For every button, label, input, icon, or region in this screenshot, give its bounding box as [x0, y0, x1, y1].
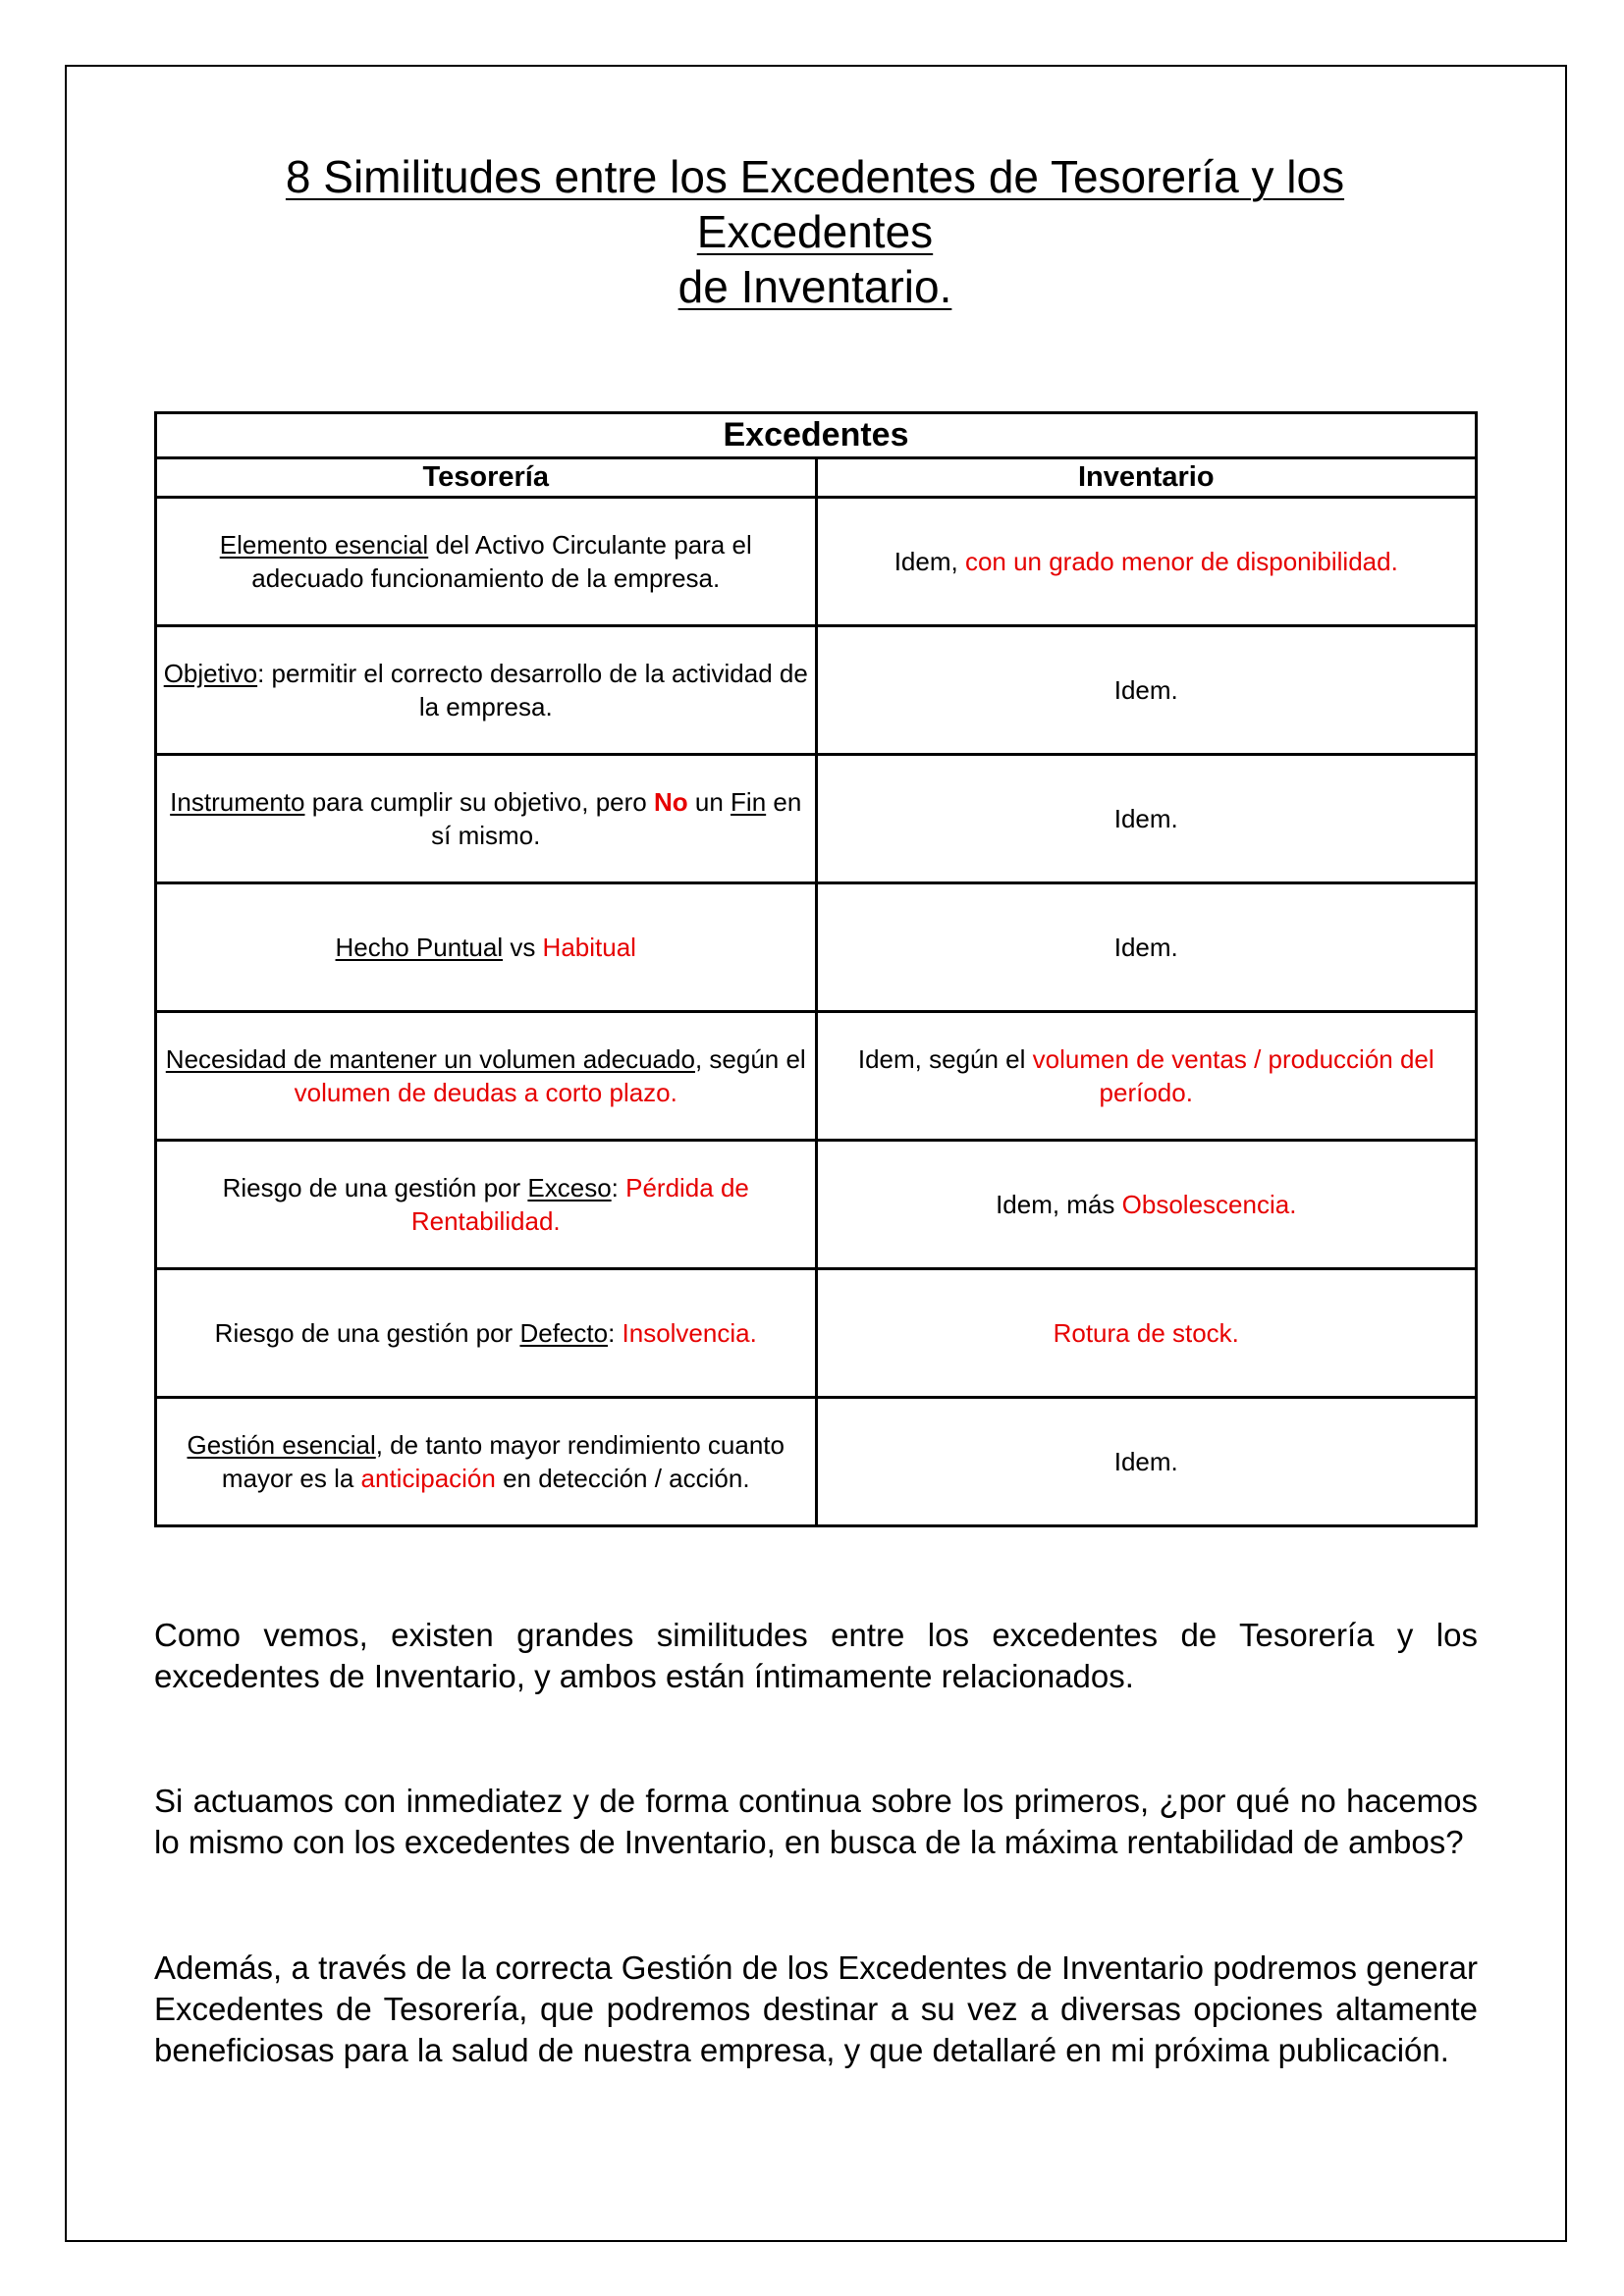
cell-tesoreria: [156, 626, 817, 755]
cell-text: Riesgo de una gestión por: [214, 1318, 520, 1348]
highlighted-text: volumen de deudas a corto plazo.: [294, 1078, 677, 1107]
cell-inventario: [816, 626, 1477, 755]
cell-tesoreria: [156, 1269, 817, 1398]
cell-text: Riesgo de una gestión por: [222, 1173, 528, 1202]
cell-inventario: [816, 883, 1477, 1012]
cell-text: Idem.: [1113, 933, 1178, 962]
title-line-2: de Inventario.: [677, 261, 952, 312]
paragraph-2: Si actuamos con inmediatez y de forma continua sobre los primeros, ¿por qué no hacemos lo mismo con los excedentes de Inventario, en busca de la máxima rentabilidad de ambos?: [154, 1783, 1478, 1860]
cell-text: Idem, según el: [857, 1044, 1033, 1074]
cell-text: Idem.: [1113, 1447, 1178, 1476]
cell-text: Idem,: [893, 547, 965, 576]
cell-tesoreria: [156, 498, 817, 626]
underlined-term: Necesidad de mantener un volumen adecuado: [165, 1044, 695, 1074]
cell-text: del Activo Circulante para el adecuado funcionamiento de la empresa.: [251, 530, 752, 593]
underlined-term: Gestión esencial: [187, 1430, 376, 1460]
highlighted-text: No: [653, 787, 688, 817]
cell-text: para cumplir su objetivo, pero: [304, 787, 654, 817]
cell-inventario: [816, 1141, 1477, 1269]
table-row: [156, 1398, 1477, 1526]
table-row: [156, 1141, 1477, 1269]
underlined-term: Objetivo: [163, 659, 258, 688]
cell-inventario: [816, 755, 1477, 883]
table-row: [156, 883, 1477, 1012]
cell-tesoreria: [156, 883, 817, 1012]
underlined-term: Elemento esencial: [219, 530, 429, 560]
column-header-tesoreria: Tesorería: [156, 458, 817, 498]
cell-text: Idem.: [1113, 675, 1178, 705]
cell-tesoreria: [156, 1141, 817, 1269]
table-row: [156, 498, 1477, 626]
cell-text: un: [687, 787, 731, 817]
highlighted-text: anticipación: [360, 1464, 496, 1493]
underlined-term: Instrumento: [170, 787, 305, 817]
cell-text: :: [611, 1173, 626, 1202]
paragraph-1: Como vemos, existen grandes similitudes entre los excedentes de Tesorería y los excedentes de Inventario, y ambos están íntimamente relacionados.: [154, 1617, 1478, 1694]
column-header-inventario: Inventario: [816, 458, 1477, 498]
highlighted-text: Obsolescencia.: [1121, 1190, 1297, 1219]
highlighted-text: Habitual: [542, 933, 636, 962]
title-line-1: 8 Similitudes entre los Excedentes de Tesorería y los Excedentes: [285, 151, 1345, 257]
highlighted-text: volumen de ventas / producción del período.: [1032, 1044, 1435, 1107]
cell-text: :: [608, 1318, 623, 1348]
highlighted-text: Pérdida de Rentabilidad.: [410, 1173, 749, 1236]
cell-inventario: [816, 1012, 1477, 1141]
underlined-term: Defecto: [519, 1318, 609, 1348]
underlined-term: Exceso: [527, 1173, 612, 1202]
cell-text: Idem, más: [996, 1190, 1122, 1219]
cell-text: Idem.: [1113, 804, 1178, 833]
cell-inventario: [816, 498, 1477, 626]
underlined-term: Fin: [731, 787, 767, 817]
table-row: [156, 626, 1477, 755]
cell-tesoreria: [156, 1012, 817, 1141]
highlighted-text: con un grado menor de disponibilidad.: [964, 547, 1398, 576]
cell-text: en detección / acción.: [495, 1464, 750, 1493]
underlined-term: Hecho Puntual: [335, 933, 504, 962]
table-row: [156, 755, 1477, 883]
comparison-table: [154, 411, 1478, 1527]
highlighted-text: Insolvencia.: [622, 1318, 757, 1348]
paragraph-3: Además, a través de la correcta Gestión de los Excedentes de Inventario podremos generar Excedentes de Tesorería, que podremos destinar a su vez a diversas opciones altamente beneficiosas para la salud de nuestra empresa, y que detallaré en mi próxima publicación.: [154, 1949, 1478, 2068]
highlighted-text: Rotura de stock.: [1053, 1318, 1239, 1348]
cell-inventario: [816, 1269, 1477, 1398]
cell-text: en sí mismo.: [431, 787, 802, 850]
page-title: [167, 149, 1463, 314]
table-row: [156, 1012, 1477, 1141]
cell-text: : permitir el correcto desarrollo de la actividad de la empresa.: [257, 659, 808, 721]
cell-text: vs: [503, 933, 543, 962]
cell-text: , según el: [694, 1044, 806, 1074]
cell-tesoreria: [156, 1398, 817, 1526]
cell-text: , de tanto mayor rendimiento cuanto mayor es la: [221, 1430, 785, 1493]
table-main-header: Excedentes: [156, 413, 1477, 458]
table-row: [156, 1269, 1477, 1398]
cell-tesoreria: [156, 755, 817, 883]
cell-inventario: [816, 1398, 1477, 1526]
